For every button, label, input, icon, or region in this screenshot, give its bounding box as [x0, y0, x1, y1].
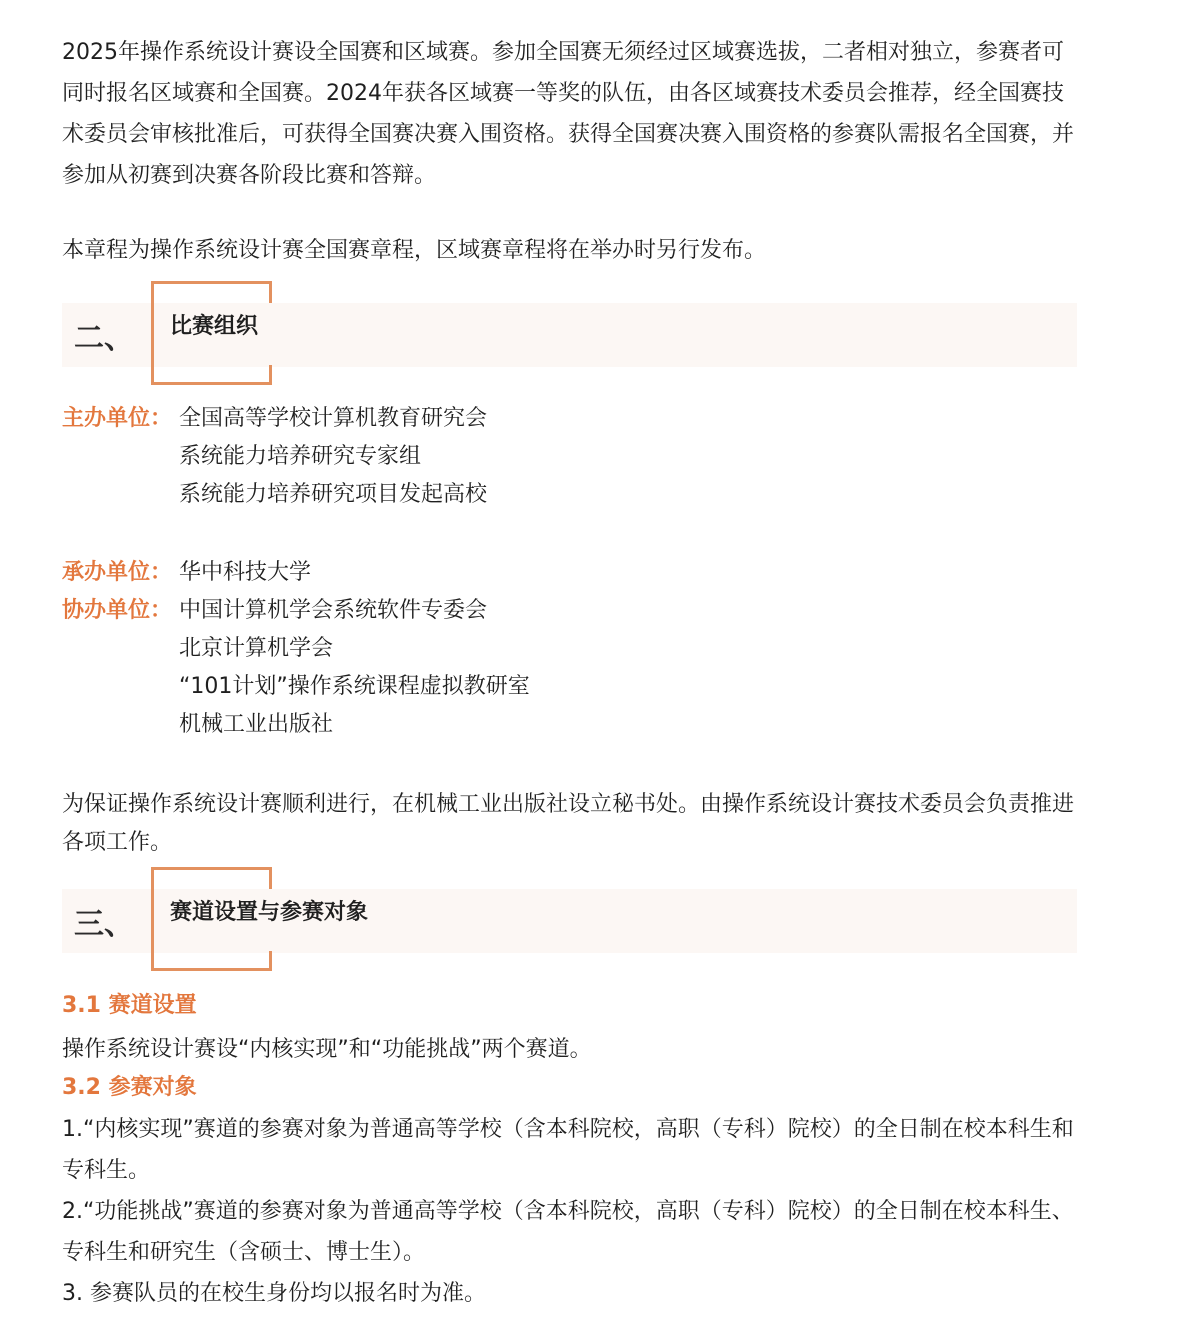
track-setup-text: 操作系统设计赛设“内核实现”和“功能挑战”两个赛道。: [62, 1037, 592, 1062]
section-heading-organization: [62, 281, 1077, 389]
subheading-participants: 3.2 参赛对象: [62, 1075, 197, 1100]
participants-list: [62, 1109, 1082, 1314]
list-item: 1.“内核实现”赛道的参赛对象为普通高等学校（含本科院校，高职（专科）院校）的全日制在校本科生和专科生。: [62, 1117, 1074, 1183]
assist-label: 协办单位：: [62, 598, 173, 623]
subheading-track-setup: 3.1 赛道设置: [62, 993, 197, 1018]
list-item: 3. 参赛队员的在校生身份均以报名时为准。: [62, 1281, 486, 1306]
section-title: 赛道设置与参赛对象: [170, 900, 369, 925]
undertake-line: 华中科技大学: [179, 560, 312, 585]
list-item: 2.“功能挑战”赛道的参赛对象为普通高等学校（含本科院校，高职（专科）院校）的全日制在校本科生、专科生和研究生（含硕士、博士生）。: [62, 1199, 1074, 1265]
secretariat-paragraph: 为保证操作系统设计赛顺利进行，在机械工业出版社设立秘书处。由操作系统设计赛技术委员会负责推进各项工作。: [62, 792, 1075, 855]
assist-line: 北京计算机学会: [179, 636, 334, 661]
section-title: 比赛组织: [170, 314, 259, 339]
intro-paragraph-2: 本章程为操作系统设计赛全国赛章程，区域赛章程将在举办时另行发布。: [62, 238, 767, 263]
assist-line: 机械工业出版社: [179, 712, 334, 737]
section-number: 二、: [74, 321, 134, 356]
host-line: 全国高等学校计算机教育研究会: [179, 406, 488, 431]
host-line: 系统能力培养研究专家组: [179, 444, 422, 469]
intro-paragraph-1: 2025年操作系统设计赛设全国赛和区域赛。参加全国赛无须经过区域赛选拔，二者相对独立，参赛者可同时报名区域赛和全国赛。2024年获各区域赛一等奖的队伍，由各区域赛技术委员会推荐，经全国赛技术委员会审核批准后，可获得全国赛决赛入围资格。获得全国赛决赛入围资格的参赛队需报名全国赛，并参加从初赛到决赛各阶段比赛和答辩。: [62, 40, 1075, 188]
assist-line: 中国计算机学会系统软件专委会: [179, 598, 488, 623]
undertake-label: 承办单位：: [62, 560, 173, 585]
section-number: 三、: [74, 907, 134, 942]
assist-line: “101计划”操作系统课程虚拟教研室: [179, 674, 530, 699]
section-heading-tracks: [62, 867, 1077, 975]
host-line: 系统能力培养研究项目发起高校: [179, 482, 488, 507]
host-label: 主办单位：: [62, 406, 173, 431]
